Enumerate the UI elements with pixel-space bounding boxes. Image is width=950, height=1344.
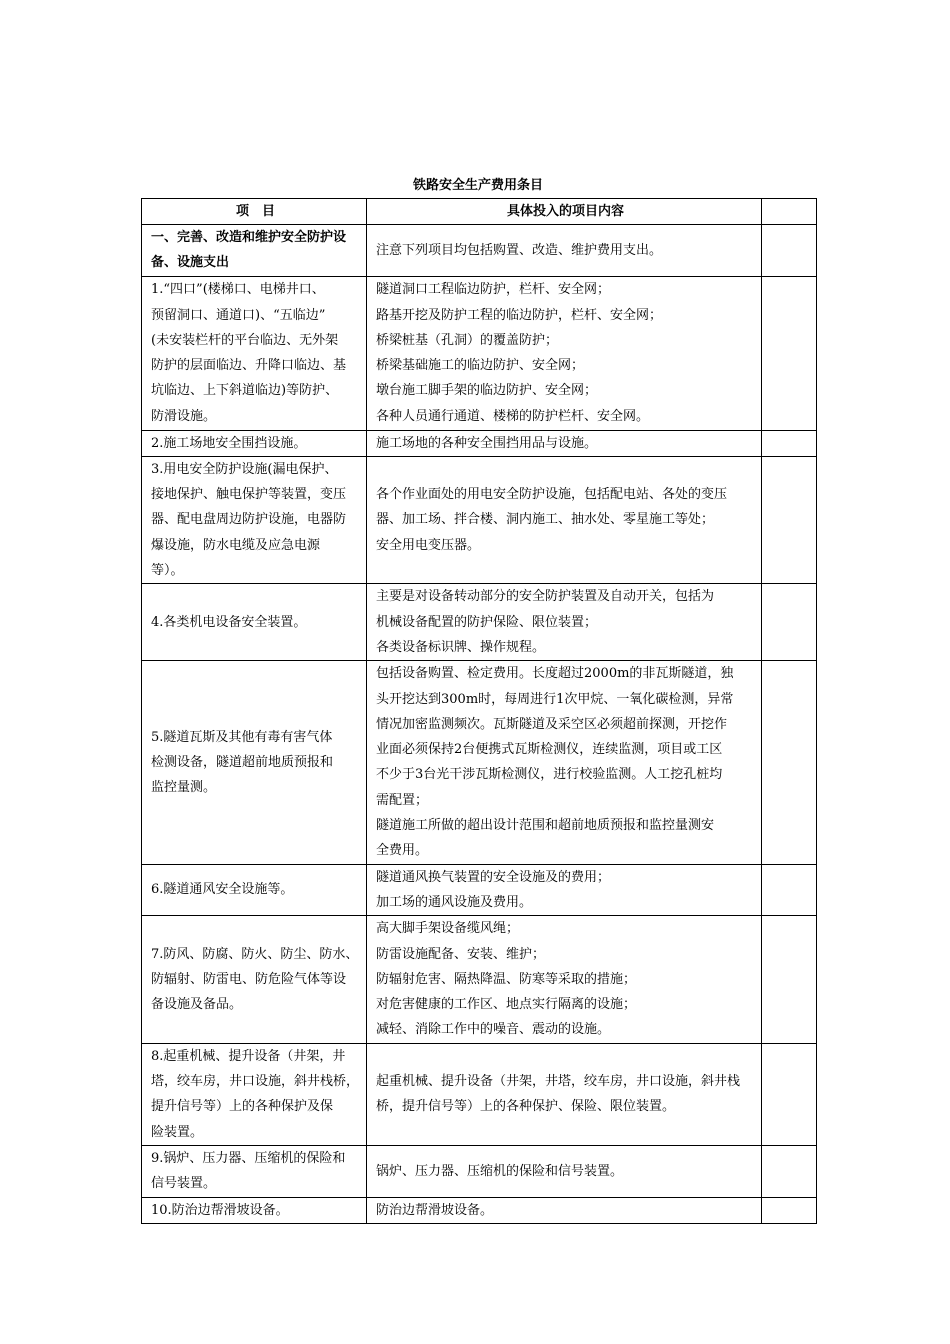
table-row (142, 1145, 817, 1197)
cell-line: 不少于3台光干涉瓦斯检测仪，进行校验监测。人工挖孔桩均 (376, 767, 723, 783)
cell-line: 3.用电安全防护设施(漏电保护、 (151, 461, 338, 477)
blank-cell (762, 661, 817, 864)
cell-line: (未安装栏杆的平台临边、无外架 (151, 332, 339, 348)
cell-line: 爆设施，防水电缆及应急电源 (151, 537, 321, 553)
blank-cell (762, 1197, 817, 1223)
cell-line: 提升信号等）上的各种保护及保 (151, 1099, 334, 1115)
content-cell (367, 456, 762, 583)
cell-line: 塔，绞车房，井口设施，斜井栈桥， (151, 1074, 360, 1090)
cell-line: 1.“四口”(楼梯口、电梯井口、 (151, 282, 325, 298)
header-extra (762, 199, 817, 225)
cell-line: 监控量测。 (151, 780, 217, 796)
cell-line: 桥梁桩基（孔洞）的覆盖防护； (376, 332, 559, 348)
content-cell (367, 1145, 762, 1197)
cell-line: 隧道通风换气装置的安全设施及的费用； (376, 869, 611, 885)
section-row (142, 225, 817, 277)
cell-line: 防滑设施。 (151, 408, 217, 424)
blank-cell (762, 456, 817, 583)
content-cell (367, 661, 762, 864)
cell-line: 全费用。 (376, 843, 429, 859)
cell-line: 减轻、消除工作中的噪音、震动的设施。 (376, 1022, 611, 1038)
item-cell (142, 1043, 367, 1145)
cell-line: 4.各类机电设备安全装置。 (151, 614, 307, 630)
safety-cost-table (141, 198, 817, 1224)
cell-line: 7.防风、防腐、防火、防尘、防水、 (151, 946, 359, 962)
content-cell (367, 430, 762, 456)
item-cell (142, 456, 367, 583)
cell-line: 锅炉、压力器、压缩机的保险和信号装置。 (376, 1163, 624, 1179)
cell-line: 施工场地的各种安全围挡用品与设施。 (376, 435, 598, 451)
blank-cell (762, 276, 817, 430)
table-row (142, 661, 817, 864)
cell-line: 各类设备标识牌、操作规程。 (376, 639, 546, 655)
table-row (142, 1197, 817, 1223)
cell-line: 防护的层面临边、升降口临边、基 (151, 358, 347, 374)
cell-line: 9.锅炉、压力器、压缩机的保险和 (151, 1150, 346, 1166)
cell-line: 各个作业面处的用电安全防护设施，包括配电站、各处的变压 (376, 487, 728, 503)
blank-cell (762, 1145, 817, 1197)
item-cell (142, 584, 367, 661)
cell-line: 隧道洞口工程临边防护，栏杆、安全网； (376, 282, 611, 298)
cell-line: 各种人员通行通道、楼梯的防护栏杆、安全网。 (376, 408, 650, 424)
cell-line: 备设施及备品。 (151, 997, 243, 1013)
cell-line: 信号装置。 (151, 1176, 217, 1192)
cell-line: 一、完善、改造和维护安全防护设 (151, 230, 347, 245)
blank-cell (762, 1043, 817, 1145)
item-cell (142, 661, 367, 864)
cell-line: 头开挖达到300m时，每周进行1次甲烷、一氧化碳检测，异常 (376, 691, 734, 707)
table-row (142, 916, 817, 1043)
cell-line: 情况加密监测频次。瓦斯隧道及采空区必须超前探测，开挖作 (376, 716, 728, 732)
item-cell (142, 864, 367, 916)
item-cell (142, 1197, 367, 1223)
header-row (142, 199, 817, 225)
blank-cell (762, 916, 817, 1043)
cell-line: 器、加工场、拌合楼、洞内施工、抽水处、零星施工等处； (376, 512, 715, 528)
cell-line: 检测设备，隧道超前地质预报和 (151, 754, 334, 770)
cell-line: 险装置。 (151, 1124, 204, 1140)
cell-line: 对危害健康的工作区、地点实行隔离的设施； (376, 997, 637, 1013)
cell-line: 防治边帮滑坡设备。 (376, 1202, 494, 1218)
cell-line: 防雷设施配备、安装、维护； (376, 946, 546, 962)
cell-line: 安全用电变压器。 (376, 537, 481, 553)
cell-line: 业面必须保持2台便携式瓦斯检测仪，连续监测，项目或工区 (376, 742, 723, 758)
cell-line: 防辐射、防雷电、防危险气体等设 (151, 971, 347, 987)
item-cell (142, 916, 367, 1043)
cell-line: 坑临边、上下斜道临边)等防护、 (151, 383, 339, 399)
cell-line: 等）。 (151, 563, 184, 579)
cell-line: 注意下列项目均包括购置、改造、维护费用支出。 (376, 242, 663, 258)
content-cell (367, 1043, 762, 1145)
item-cell (142, 276, 367, 430)
document-title: 铁路安全生产费用条目 (412, 178, 543, 193)
cell-line: 机械设备配置的防护保险、限位装置； (376, 614, 598, 630)
item-cell (142, 430, 367, 456)
header-item: 项 目 (142, 199, 367, 225)
cell-line: 加工场的通风设施及费用。 (376, 894, 533, 910)
content-cell (367, 864, 762, 916)
cell-line: 预留洞口、通道口)、“五临边” (151, 307, 326, 323)
table-row (142, 864, 817, 916)
table-row (142, 1043, 817, 1145)
cell-line: 起重机械、提升设备（井架，井塔，绞车房，井口设施，斜井栈 (376, 1074, 741, 1090)
cell-line: 路基开挖及防护工程的临边防护，栏杆、安全网； (376, 307, 663, 323)
cell-line: 器、配电盘周边防护设施，电器防 (151, 512, 347, 528)
blank-cell (762, 430, 817, 456)
content-cell (367, 584, 762, 661)
cell-line: 8.起重机械、提升设备（井架，井 (151, 1048, 346, 1064)
cell-line: 桥，提升信号等）上的各种保护、保险、限位装置。 (376, 1099, 676, 1115)
content-cell (367, 276, 762, 430)
content-cell (367, 1197, 762, 1223)
table-row (142, 430, 817, 456)
cell-line: 防辐射危害、隔热降温、防寒等采取的措施； (376, 971, 637, 987)
blank-cell (762, 225, 817, 277)
cell-line: 高大脚手架设备缆风绳； (376, 921, 520, 937)
header-content: 具体投入的项目内容 (367, 199, 762, 225)
cell-line: 备、设施支出 (151, 255, 230, 271)
cell-line: 需配置； (376, 792, 429, 808)
cell-line: 6.隧道通风安全设施等。 (151, 882, 294, 898)
cell-line: 5.隧道瓦斯及其他有毒有害气体 (151, 729, 333, 745)
cell-line: 10.防治边帮滑坡设备。 (151, 1202, 289, 1218)
item-cell (142, 225, 367, 277)
content-cell (367, 225, 762, 277)
blank-cell (762, 864, 817, 916)
cell-line: 桥梁基础施工的临边防护、安全网； (376, 358, 585, 374)
blank-cell (762, 584, 817, 661)
table-row (142, 456, 817, 583)
cell-line: 隧道施工所做的超出设计范围和超前地质预报和监控量测安 (376, 818, 715, 834)
table-row (142, 584, 817, 661)
cell-line: 2.施工场地安全围挡设施。 (151, 435, 307, 451)
cell-line: 主要是对设备转动部分的安全防护装置及自动开关，包括为 (376, 589, 715, 605)
cell-line: 墩台施工脚手架的临边防护、安全网； (376, 383, 598, 399)
cell-line: 包括设备购置、检定费用。长度超过2000m的非瓦斯隧道，独 (376, 666, 734, 682)
item-cell (142, 1145, 367, 1197)
table-row (142, 276, 817, 430)
content-cell (367, 916, 762, 1043)
cell-line: 接地保护、触电保护等装置，变压 (151, 487, 347, 503)
